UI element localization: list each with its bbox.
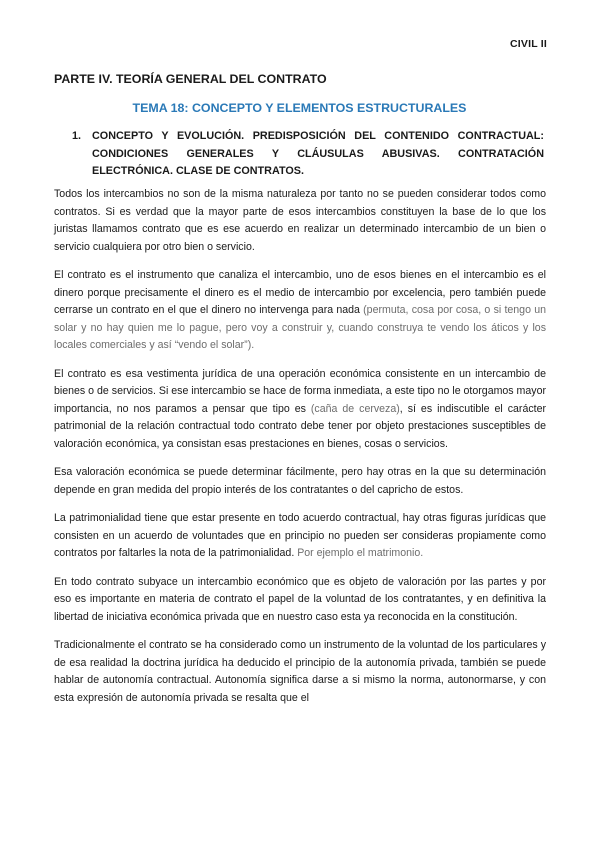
paragraph: [54, 574, 546, 627]
paragraph-text-continued: , sí es indiscutible el carácter patrimonial de la relación contractual todo contrato debe tener por objeto prestaciones susceptibles de valoración económica, ya consistan esas prestaciones en bienes, cosas o servicios.: [54, 402, 547, 450]
paragraph-text: El contrato es el instrumento que canaliza el intercambio, uno de esos bienes en el intercambio es el dinero porque precisamente el dinero es el medio de intercambio por excelencia, pero también puede cerrarse un contrato en el que el dinero no intervenga para nada: [54, 269, 546, 316]
page-header: CIVIL II: [510, 38, 547, 50]
paragraph: [54, 637, 546, 707]
paragraph: [54, 366, 546, 454]
paragraph: [54, 186, 546, 256]
body-text: [54, 186, 546, 718]
paragraph-text: La patrimonialidad tiene que estar presente en todo acuerdo contractual, hay otras figuras jurídicas que consisten en un acuerdo de voluntades que en principio no pueden ser consideras propiamente como contratos por faltarles la nota de la patrimonialidad.: [54, 512, 546, 559]
paragraph-text: Esa valoración económica se puede determinar fácilmente, pero hay otras en la que su determinación depende en gran medida del propio interés de los contratantes o del capricho de estos.: [54, 466, 546, 496]
section-heading: [74, 128, 544, 181]
paragraph-text: Todos los intercambios no son de la misma naturaleza por tanto no se pueden considerar todos como contratos. Si es verdad que la mayor parte de esos intercambios constituyen la base de lo que los juristas llamamos contrato que es ese acuerdo en realizar un determinado intercambio de un bien o servicio cualquiera por otro bien o servicio.: [54, 188, 546, 253]
paragraph-text: En todo contrato subyace un intercambio económico que es objeto de valoración por las partes y por eso es importante en materia de contrato el papel de la voluntad de los contratantes, y en definitiva la libertad de iniciativa económica privada que en nuestro caso esta ya reconocida en la constitución.: [54, 575, 546, 623]
paragraph: [54, 464, 546, 499]
paragraph-text: El contrato es esa vestimenta jurídica de una operación económica consistente en un intercambio de bienes o de servicios. Si ese intercambio se hace de forma inmediata, a este tipo no le otorgamos mayor importancia, no nos paramos a pensar que tipo es: [54, 367, 546, 415]
section-title: CONCEPTO Y EVOLUCIÓN. PREDISPOSICIÓN DEL CONTENIDO CONTRACTUAL: CONDICIONES GENERALES Y CLÁUSULAS ABUSIVAS. CONTRATACIÓN ELECTRÓNICA. CLASE DE CONTRATOS.: [92, 130, 544, 177]
paragraph-note: Por ejemplo el matrimonio.: [297, 547, 424, 559]
paragraph-note: (permuta, cosa por cosa, o si tengo un solar y no hay quien me lo pague, pero voy a construir y, cuando construya te vendo los áticos y los locales comerciales y así “vendo el solar”).: [54, 304, 546, 351]
paragraph-text: Tradicionalmente el contrato se ha considerado como un instrumento de la voluntad de los particulares y de esa realidad la doctrina jurídica ha deducido el principio de la autonomía privada, también se puede hablar de autonomía contractual. Autonomía significa darse a si mismo la norma, autonormarse, y con esta expresión de autonomía privada se resalta que el: [54, 639, 546, 704]
paragraph: [54, 510, 546, 563]
topic-title: TEMA 18: CONCEPTO Y ELEMENTOS ESTRUCTURALES: [132, 101, 467, 115]
section-number: 1.: [72, 130, 82, 142]
paragraph: [54, 267, 546, 355]
paragraph-note: (caña de cerveza): [310, 402, 400, 415]
part-title: PARTE IV. TEORÍA GENERAL DEL CONTRATO: [54, 72, 327, 86]
